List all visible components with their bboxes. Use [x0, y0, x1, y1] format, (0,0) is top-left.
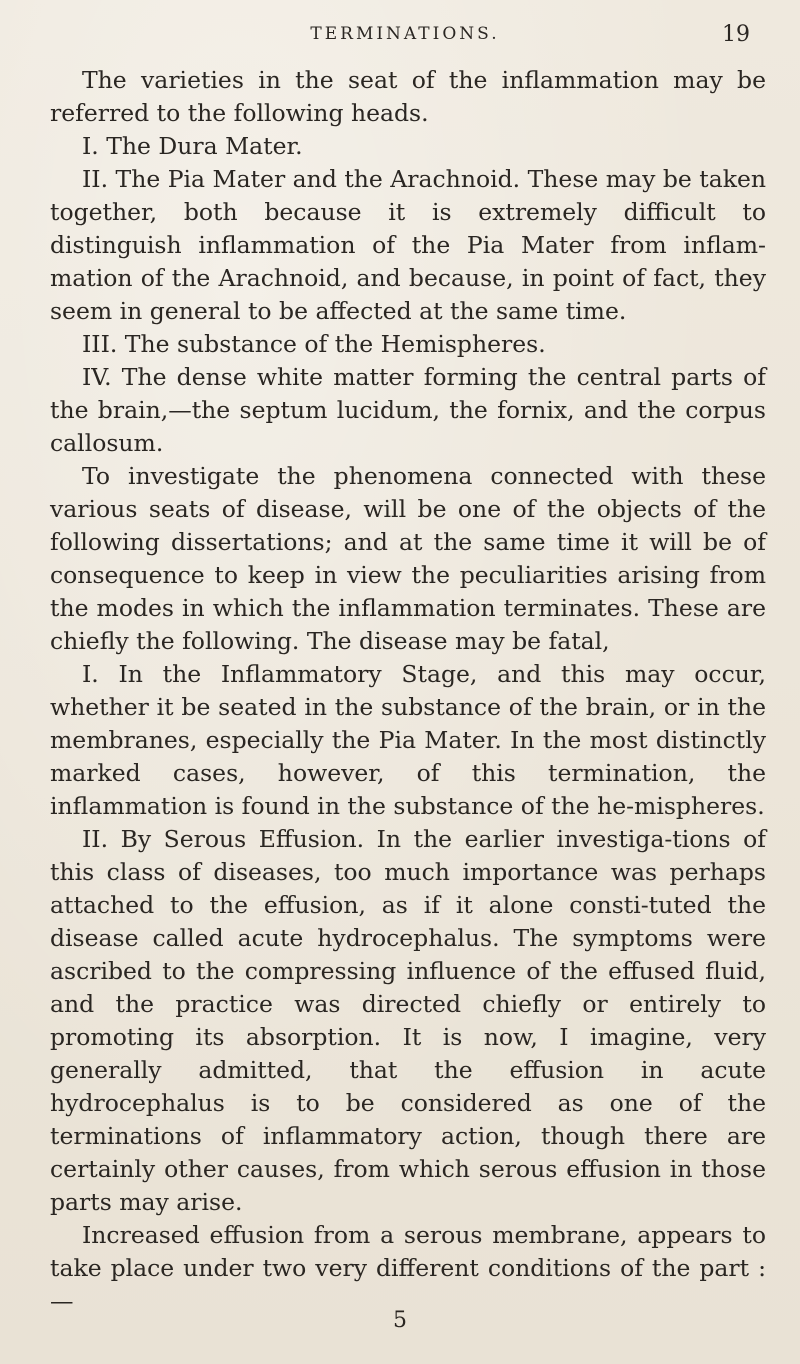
paragraph-head-4: IV. The dense white matter forming the central parts of the brain,—the septum lucidum, the fornix, and the corpus callosum.	[50, 363, 766, 457]
paragraph-increased-effusion: Increased effusion from a serous membrane, appears to take place under two very different conditions of the part :—	[50, 1221, 766, 1315]
paragraph-serous-effusion: II. By Serous Effusion. In the earlier investiga-tions of this class of diseases, too much importance was perhaps attached to the effusion, as if it alone consti-tuted the disease called acute hydrocephalus. The symptoms were ascribed to the compressing influence of the effused fluid, and the practice was directed chiefly or entirely to promoting its absorption. It is now, I imagine, very generally admitted, that the effusion in acute hydrocephalus is to be considered as one of the terminations of inflammatory action, though there are certainly other causes, from which serous effusion in those parts may arise.	[50, 825, 766, 1216]
paragraph-intro: The varieties in the seat of the inflammation may be referred to the following heads.	[50, 66, 766, 127]
paragraph-investigate: To investigate the phenomena connected with these various seats of disease, will be one of the objects of the following dissertations; and at the same time it will be of consequence to keep in view the peculiarities arising from the modes in which the inflammation terminates. These are chiefly the following. The disease may be fatal,	[50, 462, 766, 655]
paragraph-head-2: II. The Pia Mater and the Arachnoid. These may be taken together, both because it is extremely difficult to distinguish inflammation of the Pia Mater from inflam-mation of the Arachnoid, and because, in point of fact, they seem in general to be affected at the same time.	[50, 165, 766, 325]
paragraph-head-3: III. The substance of the Hemispheres.	[82, 330, 546, 358]
page-number: 19	[722, 22, 750, 47]
signature-mark: 5	[393, 1308, 407, 1333]
running-title: TERMINATIONS.	[310, 24, 500, 44]
page-header	[60, 22, 750, 52]
paragraph-head-1: I. The Dura Mater.	[82, 132, 303, 160]
body-text	[50, 64, 766, 1318]
paragraph-inflammatory-stage: I. In the Inflammatory Stage, and this may occur, whether it be seated in the substance of the brain, or in the membranes, especially the Pia Mater. In the most distinctly marked cases, however, of this termination, the inflammation is found in the substance of the he-mispheres.	[50, 660, 766, 820]
